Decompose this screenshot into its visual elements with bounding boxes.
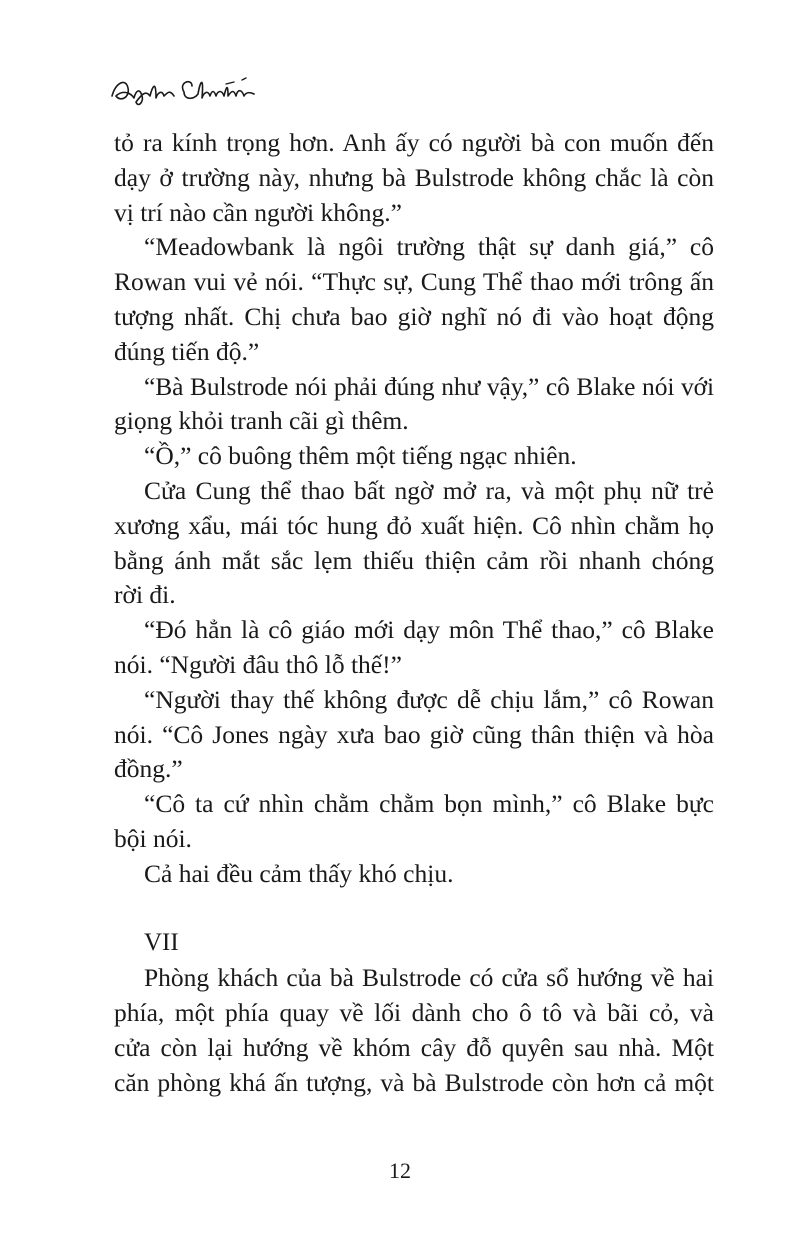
text-line: Phòng khách của bà Bulstrode có cửa sổ hướng về hai [144,963,714,993]
text-line: cửa còn lại hướng về khóm cây đỗ quyên sau nhà. Một [114,1032,714,1062]
text-line: Rowan vui vẻ nói. “Thực sự, Cung Thể thao mới trông ấn [114,267,714,297]
text-line: dạy ở trường này, nhưng bà Bulstrode không chắc là còn [114,162,714,192]
text-line: nói. “Người đâu thô lỗ thế!” [114,649,402,679]
text-line: tỏ ra kính trọng hơn. Anh ấy có người bà con muốn đến [114,128,714,157]
text-line: nói. “Cô Jones ngày xưa bao giờ cũng thân thiện và hòa [114,719,714,749]
page-body [114,126,714,1100]
text-line: căn phòng khá ấn tượng, và bà Bulstrode còn hơn cả một [114,1067,714,1097]
text-line: “Meadowbank là ngôi trường thật sự danh giá,” cô [144,232,714,262]
text-line: bội nói. [114,823,192,853]
text-line: đúng tiến độ.” [114,336,260,366]
text-line: Cả hai đều cảm thấy khó chịu. [144,858,454,888]
text-line: xương xẩu, mái tóc hung đỏ xuất hiện. Cô nhìn chằm họ [114,510,714,540]
text-line: “Cô ta cứ nhìn chằm chằm bọn mình,” cô Blake bực [144,789,714,819]
text-line: “Đó hẳn là cô giáo mới dạy môn Thể thao,” cô Blake [144,615,714,645]
text-line: “Ồ,” cô buông thêm một tiếng ngạc nhiên. [144,441,577,471]
text-line: Cửa Cung thể thao bất ngờ mở ra, và một phụ nữ trẻ [144,475,714,505]
text-line: phía, một phía quay về lối dành cho ô tô và bãi cỏ, và [114,997,714,1027]
author-signature [108,68,258,110]
page-number: 12 [389,1158,411,1183]
text-line: “Bà Bulstrode nói phải đúng như vậy,” cô Blake nói với [144,371,714,401]
section-spacer [114,892,714,927]
text-line: rời đi. [114,580,176,610]
section-heading: VII [144,929,179,957]
signature-handwriting-graphic [108,68,258,110]
text-line: đồng.” [114,754,183,784]
text-line: bằng ánh mắt sắc lẹm thiếu thiện cảm rồi nhanh chóng [114,545,714,575]
text-line: “Người thay thế không được dễ chịu lắm,” cô Rowan [144,684,714,714]
text-line: giọng khỏi tranh cãi gì thêm. [114,406,409,436]
text-line: vị trí nào cần người không.” [114,197,402,227]
text-line: tượng nhất. Chị chưa bao giờ nghĩ nó đi vào hoạt động [114,301,714,331]
